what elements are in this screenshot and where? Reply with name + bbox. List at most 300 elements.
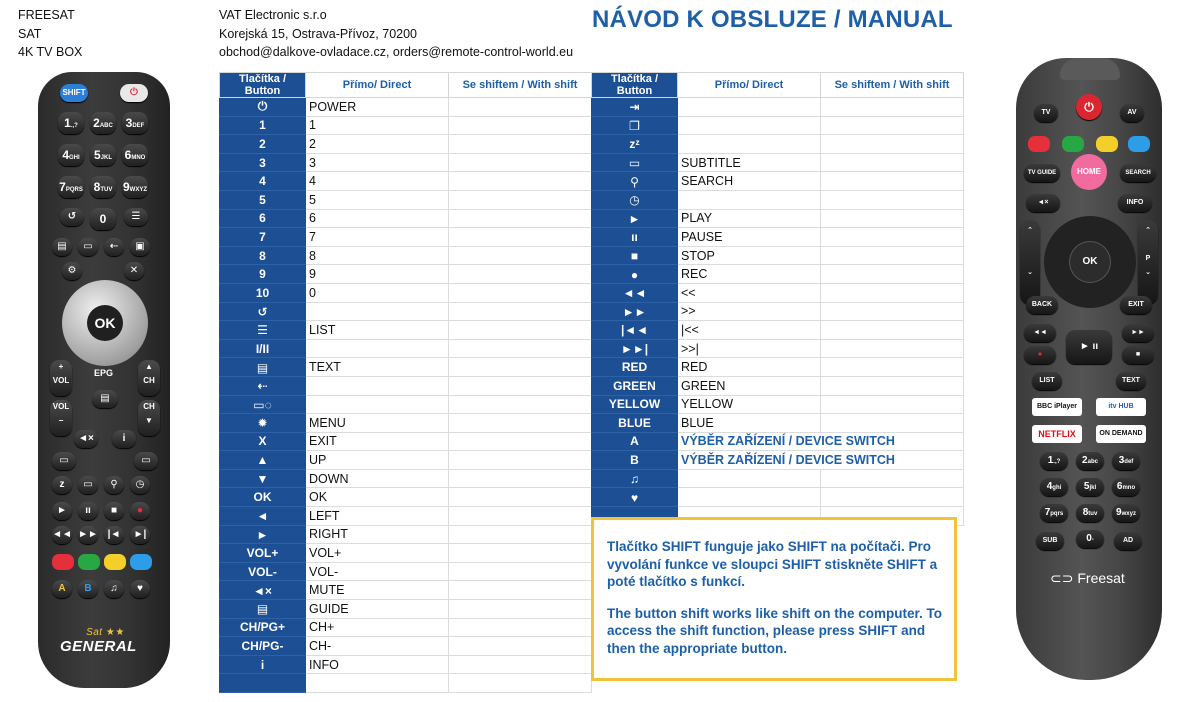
number-key-5: 5jkl <box>1076 478 1104 496</box>
play-pause-button: ► ıı <box>1066 330 1112 364</box>
on-demand-button: ON DEMAND <box>1096 425 1146 443</box>
direct-cell: << <box>678 283 821 302</box>
button-cell <box>220 98 306 117</box>
ok-button: OK <box>1070 242 1110 282</box>
table-row <box>220 618 592 637</box>
direct-cell: >> <box>678 302 821 321</box>
shift-cell <box>449 618 592 637</box>
direct-cell: CH+ <box>306 618 449 637</box>
shift-note <box>591 517 957 681</box>
company-emails: obchod@dalkove-ovladace.cz, orders@remote-control-world.eu <box>219 45 574 59</box>
number-key-6: 6MNO <box>122 144 148 166</box>
table-row <box>592 190 964 209</box>
teletext-button: ▤ <box>52 238 72 256</box>
button-cell <box>592 302 678 321</box>
shift-cell <box>821 116 964 135</box>
back-icon: ↺ <box>257 304 268 319</box>
table-row <box>592 246 964 265</box>
yellow-button <box>104 554 126 570</box>
shift-cell <box>449 116 592 135</box>
shift-cell <box>449 525 592 544</box>
list-button: LIST <box>1032 372 1062 390</box>
table-row <box>220 339 592 358</box>
table-row <box>220 637 592 656</box>
button-cell: 4 <box>220 172 306 191</box>
button-cell: A <box>592 432 678 451</box>
shift-cell <box>821 209 964 228</box>
number-key-0: 0- <box>1076 530 1104 548</box>
vol-rocker: ⌃ ⌄ <box>1020 220 1040 304</box>
sleep-button: z <box>52 476 72 494</box>
button-cell: VOL- <box>220 562 306 581</box>
direct-cell <box>678 190 821 209</box>
shift-cell <box>449 302 592 321</box>
table-row <box>220 302 592 321</box>
pause-icon: ıı <box>631 230 638 245</box>
music-button: ♫ <box>104 580 124 598</box>
table-row <box>592 395 964 414</box>
ch-minus-button: CH ▼ <box>138 400 160 436</box>
table-row <box>592 488 964 507</box>
direct-cell: MENU <box>306 414 449 433</box>
direct-cell: 8 <box>306 246 449 265</box>
table-row <box>220 265 592 284</box>
shift-cell <box>449 358 592 377</box>
direct-cell: |<< <box>678 321 821 340</box>
button-cell <box>592 469 678 488</box>
device-switch-cell: VÝBĚR ZAŘÍZENÍ / DEVICE SWITCH <box>678 432 964 451</box>
table-row <box>592 98 964 117</box>
direct-cell: 7 <box>306 228 449 247</box>
button-cell <box>592 488 678 507</box>
red-button <box>1028 136 1050 152</box>
shift-cell <box>821 488 964 507</box>
direct-cell <box>678 116 821 135</box>
table-row <box>592 153 964 172</box>
number-key-4: 4GHI <box>58 144 84 166</box>
shift-cell <box>821 339 964 358</box>
button-cell <box>592 135 678 154</box>
shift-cell <box>449 283 592 302</box>
table-row <box>592 414 964 433</box>
direct-cell: DOWN <box>306 469 449 488</box>
button-cell <box>592 321 678 340</box>
table-row <box>220 525 592 544</box>
direct-cell: TEXT <box>306 358 449 377</box>
tv-radio-icon: ▭◌ <box>253 397 272 412</box>
vol-minus-button: VOL − <box>50 400 72 436</box>
table-row <box>220 655 592 674</box>
red-button <box>52 554 74 570</box>
netflix-button: NETFLIX <box>1032 425 1082 443</box>
shift-cell <box>821 265 964 284</box>
table-row <box>220 135 592 154</box>
col-button: Tlačítka / Button <box>220 73 306 98</box>
guide-button: ▤ <box>92 390 118 408</box>
table-row <box>220 488 592 507</box>
number-key-3: 3def <box>1112 452 1140 470</box>
table-row <box>220 544 592 563</box>
arrow-up-icon: ▲ <box>256 453 269 468</box>
yellow-button <box>1096 136 1118 152</box>
table-row <box>592 469 964 488</box>
direct-cell: BLUE <box>678 414 821 433</box>
direct-cell: OK <box>306 488 449 507</box>
button-cell <box>220 395 306 414</box>
power-icon: ⏻ <box>257 99 268 114</box>
table-row <box>592 116 964 135</box>
number-key-8: 8TUV <box>90 176 116 198</box>
shift-cell <box>449 488 592 507</box>
table-row <box>592 358 964 377</box>
button-cell: OK <box>220 488 306 507</box>
power-button: ⏻ <box>1076 94 1102 120</box>
shift-cell <box>449 600 592 619</box>
prev-button: |◄ <box>104 526 124 544</box>
number-key-3: 3DEF <box>122 112 148 134</box>
blue-button <box>1128 136 1150 152</box>
search-button: SEARCH <box>1120 164 1156 182</box>
button-cell <box>220 376 306 395</box>
list-button: ☰ <box>124 208 148 226</box>
button-cell: CH/PG- <box>220 637 306 656</box>
direct-cell: LIST <box>306 321 449 340</box>
av-button: AV <box>1120 104 1144 122</box>
tv-button: TV <box>1034 104 1058 122</box>
button-cell: 5 <box>220 190 306 209</box>
button-cell: 10 <box>220 283 306 302</box>
ff-button: ►► <box>1122 324 1154 342</box>
rec-button: ● <box>1024 346 1056 364</box>
shift-cell <box>449 228 592 247</box>
shift-cell <box>821 135 964 154</box>
direct-cell <box>306 376 449 395</box>
direct-cell: PLAY <box>678 209 821 228</box>
number-key-2: 2abc <box>1076 452 1104 470</box>
direct-cell: LEFT <box>306 507 449 526</box>
direct-cell: 0 <box>306 283 449 302</box>
green-button <box>78 554 100 570</box>
button-cell: 6 <box>220 209 306 228</box>
shift-cell <box>821 190 964 209</box>
green-button <box>1062 136 1084 152</box>
direct-cell: 6 <box>306 209 449 228</box>
number-key-1: 1.,? <box>1040 452 1068 470</box>
button-cell: 2 <box>220 135 306 154</box>
shift-cell <box>449 246 592 265</box>
table-row <box>220 116 592 135</box>
col-button: Tlačítka / Button <box>592 73 678 98</box>
input-icon: ⇥ <box>629 100 640 115</box>
table-row <box>592 376 964 395</box>
button-cell <box>220 507 306 526</box>
table-row <box>220 674 592 693</box>
exit-button: EXIT <box>1120 296 1152 314</box>
button-table-right <box>591 72 964 526</box>
shift-cell <box>821 395 964 414</box>
shift-cell <box>449 637 592 656</box>
windows-icon: ❐ <box>629 118 640 133</box>
col-direct: Přímo/ Direct <box>306 73 449 98</box>
table-row <box>220 172 592 191</box>
back-button: BACK <box>1026 296 1058 314</box>
button-cell <box>220 600 306 619</box>
remote-general <box>38 72 170 688</box>
button-cell <box>592 283 678 302</box>
shift-cell <box>449 321 592 340</box>
col-shift: Se shiftem / With shift <box>821 73 964 98</box>
shift-cell <box>821 228 964 247</box>
table-row <box>220 228 592 247</box>
direct-cell: 3 <box>306 153 449 172</box>
shift-cell <box>821 414 964 433</box>
table-row <box>220 469 592 488</box>
button-table-left <box>219 72 592 693</box>
record-icon: ● <box>630 267 639 282</box>
table-row <box>220 562 592 581</box>
shift-cell <box>821 376 964 395</box>
text-button: TEXT <box>1116 372 1146 390</box>
direct-cell <box>306 302 449 321</box>
shift-cell <box>449 655 592 674</box>
heart-button: ♥ <box>130 580 150 598</box>
product-info <box>18 6 82 62</box>
button-cell: 9 <box>220 265 306 284</box>
table-row <box>220 98 592 117</box>
stop-button: ■ <box>104 502 124 520</box>
table-row <box>220 451 592 470</box>
music-icon: ♫ <box>630 472 639 487</box>
a-button: A <box>52 580 72 598</box>
button-cell: I/II <box>220 339 306 358</box>
stop-button: ■ <box>1122 346 1154 364</box>
exit-button: ✕ <box>124 262 144 280</box>
table-row <box>592 451 964 470</box>
number-key-2: 2ABC <box>90 112 116 134</box>
direct-cell: VOL- <box>306 562 449 581</box>
rewind-icon: ◄◄ <box>622 286 647 301</box>
direct-cell: INFO <box>306 655 449 674</box>
heart-icon: ♥ <box>630 490 639 505</box>
vol-plus-button: + VOL <box>50 360 72 396</box>
button-cell <box>220 469 306 488</box>
shift-cell <box>821 153 964 172</box>
button-cell: 8 <box>220 246 306 265</box>
ok-button: OK <box>87 305 123 341</box>
button-cell <box>592 209 678 228</box>
button-cell <box>592 246 678 265</box>
play-icon: ► <box>628 211 641 226</box>
shift-cell <box>821 283 964 302</box>
table-row <box>220 153 592 172</box>
button-cell <box>220 414 306 433</box>
table-row <box>592 321 964 340</box>
product-line: 4K TV BOX <box>18 45 83 59</box>
remote-top-cap <box>1060 58 1120 80</box>
direct-cell: RED <box>678 358 821 377</box>
table-row <box>592 135 964 154</box>
number-key-9: 9WXYZ <box>122 176 148 198</box>
shift-cell <box>449 562 592 581</box>
button-cell: VOL+ <box>220 544 306 563</box>
table-row <box>592 228 964 247</box>
button-cell <box>592 190 678 209</box>
table-row <box>220 581 592 600</box>
shift-cell <box>821 246 964 265</box>
number-key-4: 4ghi <box>1040 478 1068 496</box>
back-button: ↺ <box>60 208 84 226</box>
table-row <box>220 321 592 340</box>
rewind-button: ◄◄ <box>1024 324 1056 342</box>
pause-button: ıı <box>78 502 98 520</box>
teletext-icon: ▤ <box>256 360 269 375</box>
table-row <box>220 507 592 526</box>
button-cell <box>592 265 678 284</box>
table-row <box>220 246 592 265</box>
skip-forward-icon: ►►| <box>620 341 649 356</box>
shift-cell <box>449 674 592 693</box>
shift-cell <box>449 190 592 209</box>
direct-cell: >>| <box>678 339 821 358</box>
number-key-7: 7PQRS <box>58 176 84 198</box>
sub-button: SUB <box>1036 532 1064 550</box>
table-row <box>592 302 964 321</box>
itv-hub-button: itv HUB <box>1096 398 1146 416</box>
shift-cell <box>449 209 592 228</box>
sub-button: ▭ <box>78 476 98 494</box>
button-cell <box>220 674 306 693</box>
shift-cell <box>821 321 964 340</box>
direct-cell: YELLOW <box>678 395 821 414</box>
button-cell <box>592 172 678 191</box>
company-name: VAT Electronic s.r.o <box>219 8 327 22</box>
button-cell <box>220 321 306 340</box>
button-cell <box>592 153 678 172</box>
ff-button: ►► <box>78 526 98 544</box>
number-key-8: 8tuv <box>1076 504 1104 522</box>
arrow-right-icon: ► <box>256 527 269 542</box>
shift-button: SHIFT <box>60 84 88 102</box>
ch-rocker: ⌃ P ⌄ <box>1138 220 1158 304</box>
menu-lines-icon: ☰ <box>257 323 268 338</box>
direct-cell: 2 <box>306 135 449 154</box>
shift-cell <box>821 172 964 191</box>
button-cell <box>220 358 306 377</box>
button-cell <box>592 339 678 358</box>
shift-cell <box>449 432 592 451</box>
table-row <box>220 414 592 433</box>
mute-button: ◄× <box>74 430 98 448</box>
button-cell <box>592 228 678 247</box>
button-cell <box>220 451 306 470</box>
search-button: ⚲ <box>104 476 124 494</box>
number-key-7: 7pqrs <box>1040 504 1068 522</box>
button-cell: 3 <box>220 153 306 172</box>
table-row <box>220 395 592 414</box>
gear-icon: ✹ <box>257 416 268 431</box>
direct-cell <box>678 98 821 117</box>
button-cell: YELLOW <box>592 395 678 414</box>
fast-forward-icon: ►► <box>622 304 647 319</box>
col-direct: Přímo/ Direct <box>678 73 821 98</box>
button-cell: 1 <box>220 116 306 135</box>
shift-cell <box>449 153 592 172</box>
direct-cell: REC <box>678 265 821 284</box>
number-key-9: 9wxyz <box>1112 504 1140 522</box>
subtitle-button: ▭ <box>52 452 76 470</box>
shift-cell <box>449 507 592 526</box>
table-row <box>592 339 964 358</box>
shift-cell <box>821 469 964 488</box>
number-key-5: 5JKL <box>90 144 116 166</box>
clock-icon: ◷ <box>629 193 640 208</box>
direct-cell: MUTE <box>306 581 449 600</box>
general-logo: Sat ★★ GENERAL <box>60 627 137 655</box>
shift-cell <box>449 376 592 395</box>
company-info <box>219 6 573 62</box>
table-row <box>220 283 592 302</box>
home-button: HOME <box>1071 154 1107 190</box>
table-row <box>592 265 964 284</box>
mute-button: ◄× <box>1026 194 1060 212</box>
table-row <box>592 172 964 191</box>
shift-cell <box>449 414 592 433</box>
rec-button: ● <box>130 502 150 520</box>
blue-button <box>130 554 152 570</box>
table-row <box>220 190 592 209</box>
table-row <box>592 432 964 451</box>
number-key-1: 1.,? <box>58 112 84 134</box>
direct-cell: 4 <box>306 172 449 191</box>
table-row <box>220 376 592 395</box>
remote-freesat <box>1016 58 1162 680</box>
button-cell: X <box>220 432 306 451</box>
clock-button: ◷ <box>130 476 150 494</box>
direct-cell: PAUSE <box>678 228 821 247</box>
arrow-down-icon: ▼ <box>256 472 269 487</box>
direct-cell <box>306 674 449 693</box>
direct-cell: RIGHT <box>306 525 449 544</box>
direct-cell: VOL+ <box>306 544 449 563</box>
direct-cell: 9 <box>306 265 449 284</box>
direct-cell <box>678 488 821 507</box>
tv-radio-button: ▣ <box>130 238 150 256</box>
shift-cell <box>449 172 592 191</box>
direct-cell <box>678 135 821 154</box>
table-row <box>220 209 592 228</box>
arrow-left-icon: ◄ <box>256 509 269 524</box>
number-key-6: 6mno <box>1112 478 1140 496</box>
shift-note-en: The button shift works like shift on the computer. To access the shift function, please press SHIFT and then the appropriate button. <box>607 605 943 656</box>
table-row <box>592 283 964 302</box>
button-cell: CH/PG+ <box>220 618 306 637</box>
usb-icon: ⇠ <box>257 379 268 394</box>
info-button: INFO <box>1118 194 1152 212</box>
direct-cell <box>306 395 449 414</box>
stop-icon: ■ <box>630 248 639 263</box>
button-cell <box>592 98 678 117</box>
shift-cell <box>449 265 592 284</box>
direct-cell: STOP <box>678 246 821 265</box>
product-line: SAT <box>18 26 42 41</box>
button-cell: 7 <box>220 228 306 247</box>
shift-cell <box>449 544 592 563</box>
button-cell <box>220 581 306 600</box>
button-cell: B <box>592 451 678 470</box>
shift-cell <box>449 451 592 470</box>
shift-cell <box>821 302 964 321</box>
device-switch-cell: VÝBĚR ZAŘÍZENÍ / DEVICE SWITCH <box>678 451 964 470</box>
